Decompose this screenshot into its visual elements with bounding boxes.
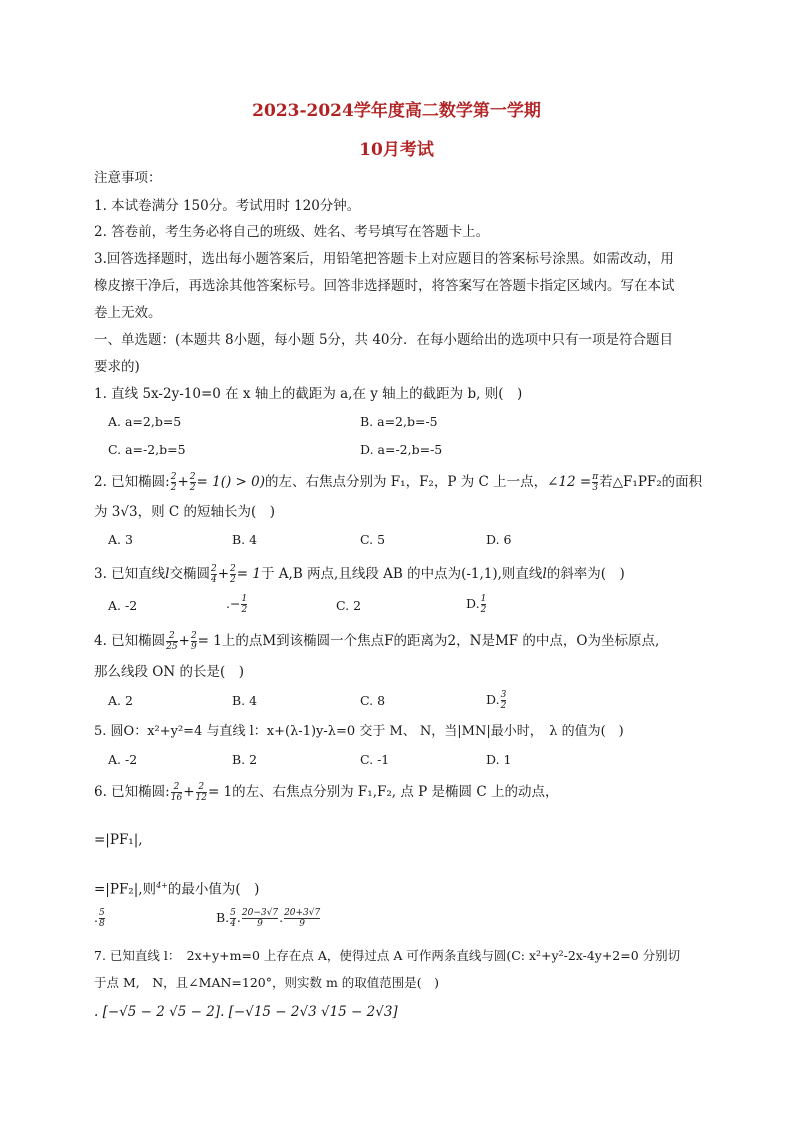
exam-title: 2023-2024学年度高二数学第一学期 [252,101,541,121]
question-3-option-b[interactable]: .− $\frac{1}{2}$ [226,594,248,615]
question-6-option-a[interactable]: . $\frac{5}{8}$ [94,908,105,929]
question-1-stem: 1. 直线 5x-2y-10=0 在 x 轴上的截距为 a,在 y 轴上的截距为 b, 则( ) [94,386,523,402]
notes-heading: 注意事项： [94,170,162,186]
q6-prefix: 6. 已知椭圆: [94,784,170,800]
note-item-3-cont: 橡皮擦干净后，再选涂其他答案标号。回答非选择题时，将答案写在答题卡指定区域内。写在本试 [94,278,675,294]
q6-frac-1: $\frac{2}{16}$ [170,782,183,803]
q6-frac-2: $\frac{2}{12}$ [195,782,207,803]
q4-prefix: 4. 已知椭圆 [94,633,166,649]
question-6-option-c: $\frac{20-3√7}{9}$ [241,908,279,929]
question-6-stem-cont-2: =|PF₂|,则$^{4+}$的最小值为( ) [94,881,260,898]
question-4-stem-cont: 那么线段 ON 的长是( ) [94,664,244,680]
question-7-stem-cont: 于点 M, N，且∠MAN=120°，则实数 m 的取值范围是( ) [94,975,440,990]
q3-plus: + [217,566,230,582]
q3-mid: 交椭圆 [169,566,210,582]
question-6-stem-cont: =|PF₁|, [94,832,143,848]
note-item-3-end: 卷上无效。 [94,305,162,321]
note-item-2: 2. 答卷前，考生务必将自己的班级、姓名、考号填写在答题卡上。 [94,224,490,240]
question-5-option-b[interactable]: B. 2 [232,752,258,767]
question-7-options[interactable]: . [−√5 − 2 √5 − 2]. [−√15 − 2√3 √15 − 2√3] [94,1004,398,1020]
q3-tail-2: 的斜率为( ) [546,566,625,582]
question-3-option-d[interactable]: D. $\frac{1}{2}$ [466,594,487,615]
q3-frac-2: $\frac{2}{2}$ [230,564,236,585]
question-4-option-c[interactable]: C. 8 [360,693,386,708]
q2-mid: 的左、右焦点分别为 F₁，F₂，P 为 C 上一点， [265,474,548,490]
question-1-option-d[interactable]: D. a=-2,b=-5 [360,442,443,457]
question-5-stem: 5. 圆O：x²+y²=4 与直线 l：x+(λ-1)y-λ=0 交于 M、 N，当|MN|最小时， λ 的值为( ) [94,724,624,739]
section-heading: 一、单选题：(本题共 8小题，每小题 5分，共 40分．在每小题给出的选项中只有一项是符合题目 [94,332,673,348]
q2-plus: + [177,474,189,490]
question-2-option-c[interactable]: C. 5 [360,532,386,547]
q2-prefix: 2. 已知椭圆: [94,474,170,490]
question-4-option-a[interactable]: A. 2 [108,693,133,708]
exam-subtitle: 10月考试 [359,140,434,160]
q3-prefix: 3. 已知直线 [94,566,166,582]
q2-angle: ∠12 = [547,474,592,490]
question-2-option-a[interactable]: A. 3 [108,532,133,547]
question-6-option-b[interactable]: B. $\frac{5}{4}$ . $\frac{20-3√7}{9}$ . $\frac{20+3√7}{9}$ [216,908,321,929]
q3-eq: = 1 [236,566,261,582]
question-3-stem [94,564,706,585]
question-2-stem [94,472,706,493]
q2-tail: 若△F₁PF₂的面积 [599,474,703,490]
question-2-option-d[interactable]: D. 6 [486,532,512,547]
question-4-option-d[interactable]: D. $\frac{3}{2}$ [486,690,507,711]
question-4-option-b[interactable]: B. 4 [232,693,258,708]
question-5-option-a[interactable]: A. -2 [108,752,138,767]
question-3-option-c[interactable]: C. 2 [336,598,362,613]
q3-line-l: l [165,566,170,582]
question-5-option-d[interactable]: D. 1 [486,752,512,767]
question-1-option-a[interactable]: A. a=2,b=5 [108,414,182,429]
q6-plus: + [183,784,195,800]
question-1-option-c[interactable]: C. a=-2,b=5 [108,442,186,457]
question-4-stem [94,631,706,652]
question-2-option-b[interactable]: B. 4 [232,532,258,547]
question-6-option-d: $\frac{20+3√7}{9}$ [284,908,321,929]
q4-frac-2: $\frac{2}{9}$ [190,631,197,652]
q4-frac-1: $\frac{2}{25}$ [166,631,178,652]
q3-line-l-2: l [542,566,547,582]
note-item-3: 3.回答选择题时，选出每小题答案后，用铅笔把答题卡上对应题目的答案标号涂黑。如需改动，用 [94,251,674,267]
q3-tail: 于 A,B 两点,且线段 AB 的中点为(-1,1),则直线 [260,566,543,582]
question-1-option-b[interactable]: B. a=2,b=-5 [360,414,438,429]
question-5-option-c[interactable]: C. -1 [360,752,390,767]
section-heading-cont: 要求的) [94,359,140,375]
q2-frac-3: $\frac{\pi}{3}$ [592,472,599,493]
q4-tail: = 1上的点M到该椭圆一个焦点F的距离为2，N是MF 的中点，O为坐标原点, [197,633,660,649]
question-7-stem: 7. 已知直线 l： 2x+y+m=0 上存在点 A，使得过点 A 可作两条直线与圆(C: x²+y²-2x-4y+2=0 分别切 [94,948,681,963]
q2-cond: = 1() > 0) [196,474,265,490]
q2-frac-2: $\frac{2}{2}$ [189,472,196,493]
q4-plus: + [178,633,190,649]
note-item-1: 1. 本试卷满分 150分。考试用时 120分钟。 [94,198,361,214]
question-2-stem-cont: 为 3√3，则 C 的短轴长为( ) [94,504,276,520]
q2-frac-1: $\frac{2}{2}$ [170,472,177,493]
q6-tail: = 1的左、右焦点分别为 F₁,F₂, 点 P 是椭圆 C 上的动点， [207,784,559,800]
q3-frac-1: $\frac{2}{4}$ [211,564,217,585]
question-6-stem [94,782,706,803]
question-3-option-a[interactable]: A. -2 [108,598,138,613]
